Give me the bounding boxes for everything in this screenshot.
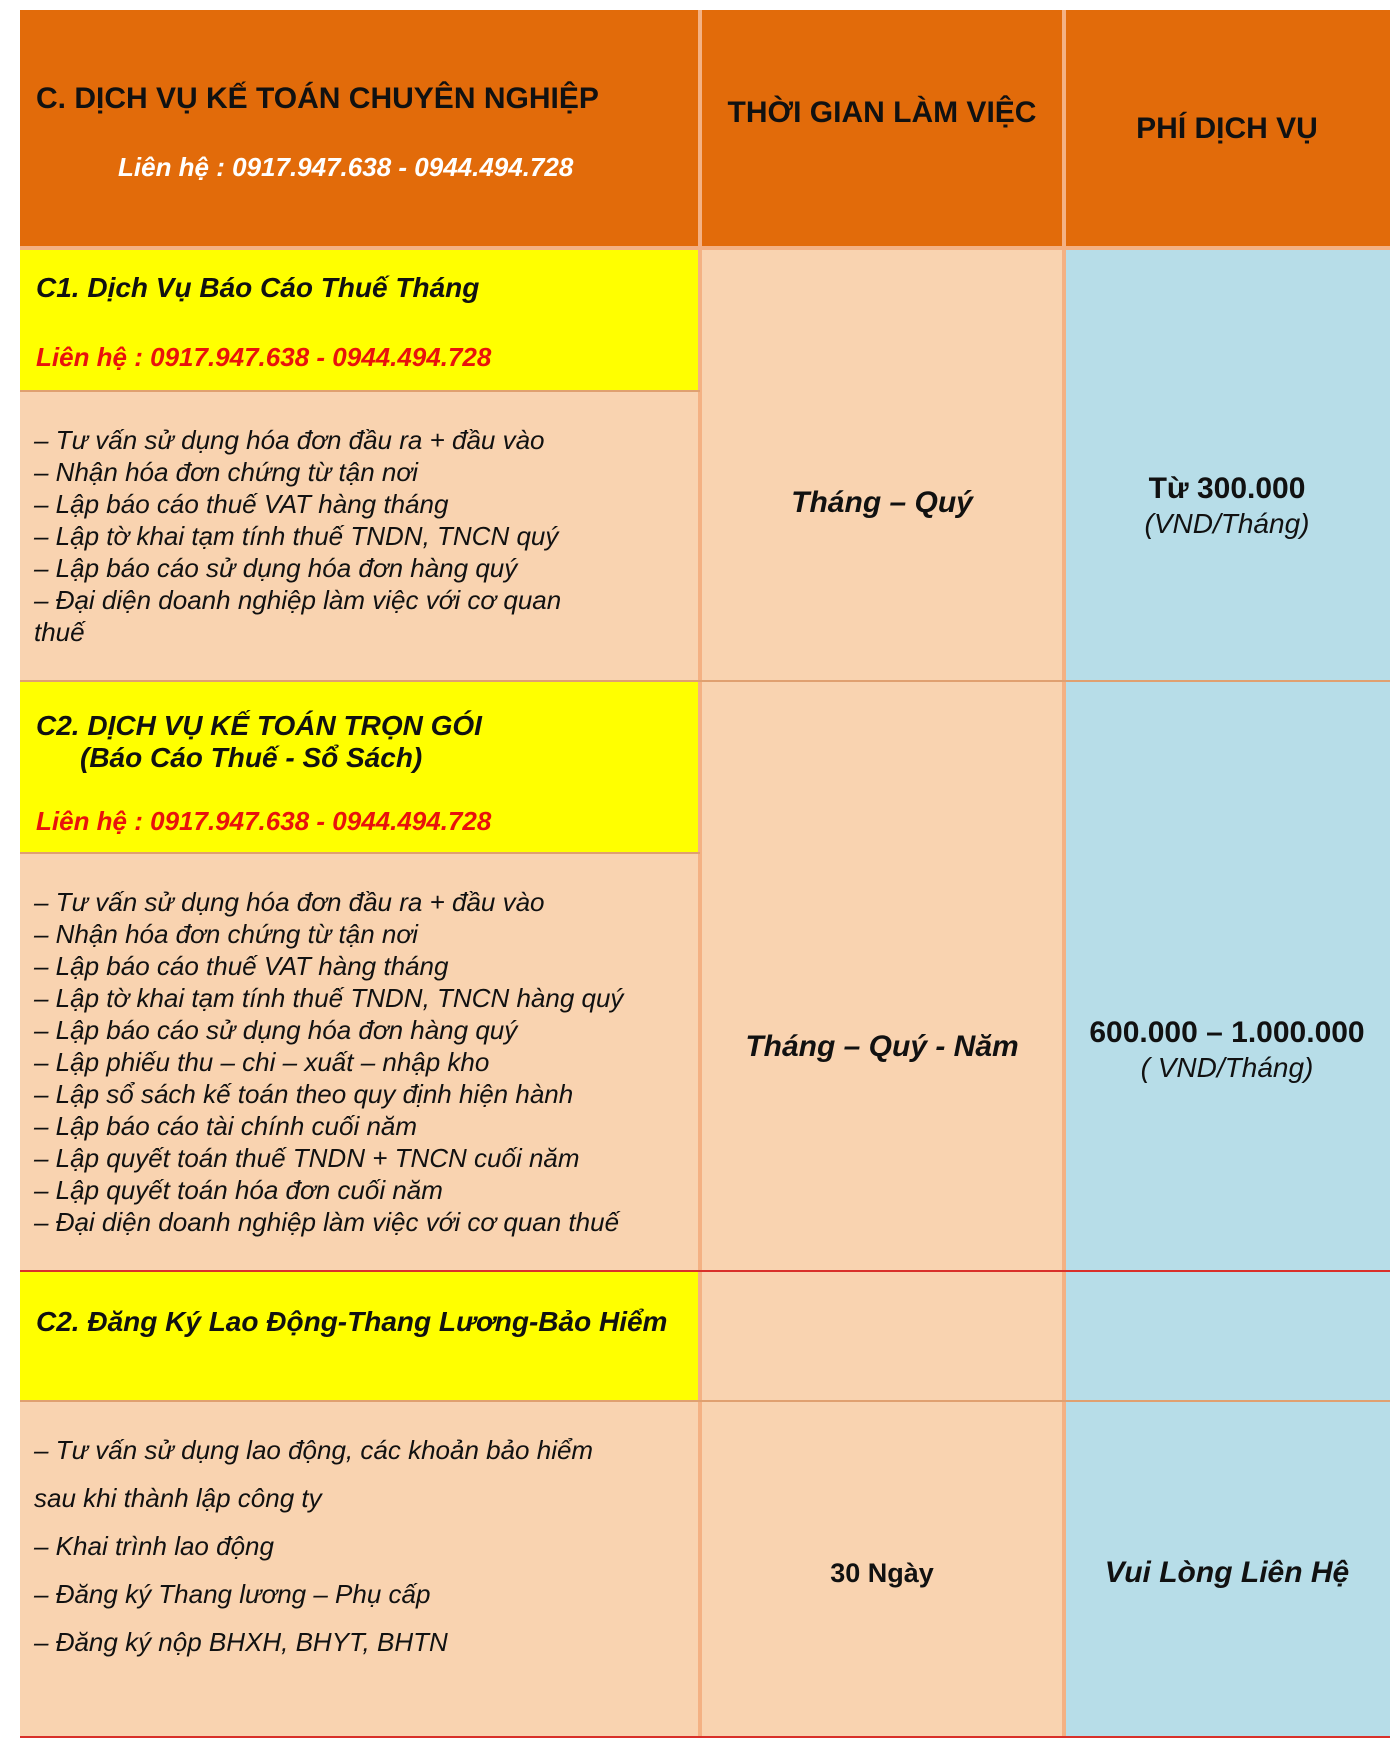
section-c2-time: Tháng – Quý - Năm: [745, 1030, 1019, 1063]
section-c3-items-cell: [20, 1402, 700, 1738]
grid-line: [20, 1270, 1390, 1272]
section-c1-fee: Từ 300.000: [1148, 472, 1306, 505]
list-item: – Tư vấn sử dụng hóa đơn đầu ra + đầu vào: [34, 425, 545, 455]
section-c2-fee-cell: [1064, 682, 1390, 1270]
section-c3-title-cell: [20, 1272, 700, 1400]
list-item: – Lập sổ sách kế toán theo quy định hiện hành: [34, 1079, 574, 1109]
list-item: – Lập tờ khai tạm tính thuế TNDN, TNCN hàng quý: [34, 983, 624, 1013]
list-item: sau khi thành lập công ty: [34, 1483, 322, 1513]
list-item: – Lập báo cáo thuế VAT hàng tháng: [34, 951, 449, 981]
section-c3-items: [34, 1426, 593, 1666]
list-item: – Lập báo cáo sử dụng hóa đơn hàng quý: [34, 1015, 518, 1045]
list-item: – Lập quyết toán hóa đơn cuối năm: [34, 1175, 443, 1205]
section-c1-fee-unit: (VND/Tháng): [1144, 508, 1310, 539]
section-c3-fee: Vui Lòng Liên Hệ: [1104, 1556, 1350, 1589]
section-c2-subtitle: (Báo Cáo Thuế - Sổ Sách): [80, 742, 423, 773]
section-c3-fee-cell: [1064, 1402, 1390, 1738]
list-item: – Tư vấn sử dụng hóa đơn đầu ra + đầu vào: [34, 887, 545, 917]
section-c2-fee: 600.000 – 1.000.000: [1089, 1016, 1365, 1049]
list-item: thuế: [34, 617, 85, 647]
list-item: – Đại diện doanh nghiệp làm việc với cơ quan thuế: [34, 1207, 620, 1237]
header-time-cell: [700, 10, 1064, 246]
section-c2-title-cell: [20, 682, 700, 852]
section-c2-items: [34, 886, 623, 1238]
list-item: – Nhận hóa đơn chứng từ tận nơi: [34, 919, 418, 949]
section-c1-fee-cell: [1064, 250, 1390, 680]
grid-line: [20, 390, 700, 392]
section-c1-time-cell: [700, 250, 1064, 680]
grid-line: [20, 1400, 1390, 1402]
header-contact: Liên hệ : 0917.947.638 - 0944.494.728: [118, 152, 574, 182]
section-c1-title-cell: [20, 250, 700, 390]
section-c1-contact: Liên hệ : 0917.947.638 - 0944.494.728: [36, 342, 492, 372]
section-c1-time: Tháng – Quý: [791, 486, 973, 519]
grid-line: [698, 10, 702, 1738]
section-c3-fee-empty-cell: [1064, 1272, 1390, 1400]
header-fee-label: PHÍ DỊCH VỤ: [1136, 112, 1318, 145]
list-item: – Lập báo cáo tài chính cuối năm: [34, 1111, 418, 1141]
list-item: – Lập báo cáo thuế VAT hàng tháng: [34, 489, 449, 519]
list-item: – Lập tờ khai tạm tính thuế TNDN, TNCN quý: [34, 521, 559, 551]
header-time-label: THỜI GIAN LÀM VIỆC: [727, 96, 1037, 129]
list-item: – Nhận hóa đơn chứng từ tận nơi: [34, 457, 418, 487]
section-c2-contact: Liên hệ : 0917.947.638 - 0944.494.728: [36, 806, 492, 836]
section-c2-time-cell: [700, 682, 1064, 1270]
section-c3-title: C2. Đăng Ký Lao Động-Thang Lương-Bảo Hiểm: [36, 1306, 668, 1337]
header-fee-cell: [1064, 10, 1390, 246]
grid-line: [20, 852, 700, 854]
grid-line: [20, 680, 1390, 682]
header-title: C. DỊCH VỤ KẾ TOÁN CHUYÊN NGHIỆP: [36, 82, 599, 115]
header-service-cell: [20, 10, 700, 246]
list-item: – Đăng ký nộp BHXH, BHYT, BHTN: [34, 1627, 448, 1657]
section-c3-time-cell: [700, 1402, 1064, 1738]
section-c2-items-cell: [20, 854, 700, 1270]
section-c2-fee-unit: ( VND/Tháng): [1140, 1052, 1314, 1083]
section-c1-items-cell: [20, 392, 700, 680]
list-item: – Khai trình lao động: [34, 1531, 274, 1561]
section-c3-time: 30 Ngày: [830, 1558, 934, 1588]
grid-line: [1062, 10, 1066, 1738]
list-item: – Lập phiếu thu – chi – xuất – nhập kho: [34, 1047, 490, 1077]
section-c2-title: C2. DỊCH VỤ KẾ TOÁN TRỌN GÓI: [36, 710, 482, 741]
grid-line: [20, 246, 1390, 250]
section-c1-title: C1. Dịch Vụ Báo Cáo Thuế Tháng: [36, 272, 480, 303]
list-item: – Lập quyết toán thuế TNDN + TNCN cuối năm: [34, 1143, 580, 1173]
list-item: – Tư vấn sử dụng lao động, các khoản bảo hiểm: [34, 1435, 594, 1465]
section-c3-time-empty-cell: [700, 1272, 1064, 1400]
section-c1-items: [34, 424, 561, 648]
list-item: – Đại diện doanh nghiệp làm việc với cơ quan: [34, 585, 562, 615]
list-item: – Đăng ký Thang lương – Phụ cấp: [34, 1579, 431, 1609]
list-item: – Lập báo cáo sử dụng hóa đơn hàng quý: [34, 553, 518, 583]
service-table: [20, 10, 1390, 1738]
